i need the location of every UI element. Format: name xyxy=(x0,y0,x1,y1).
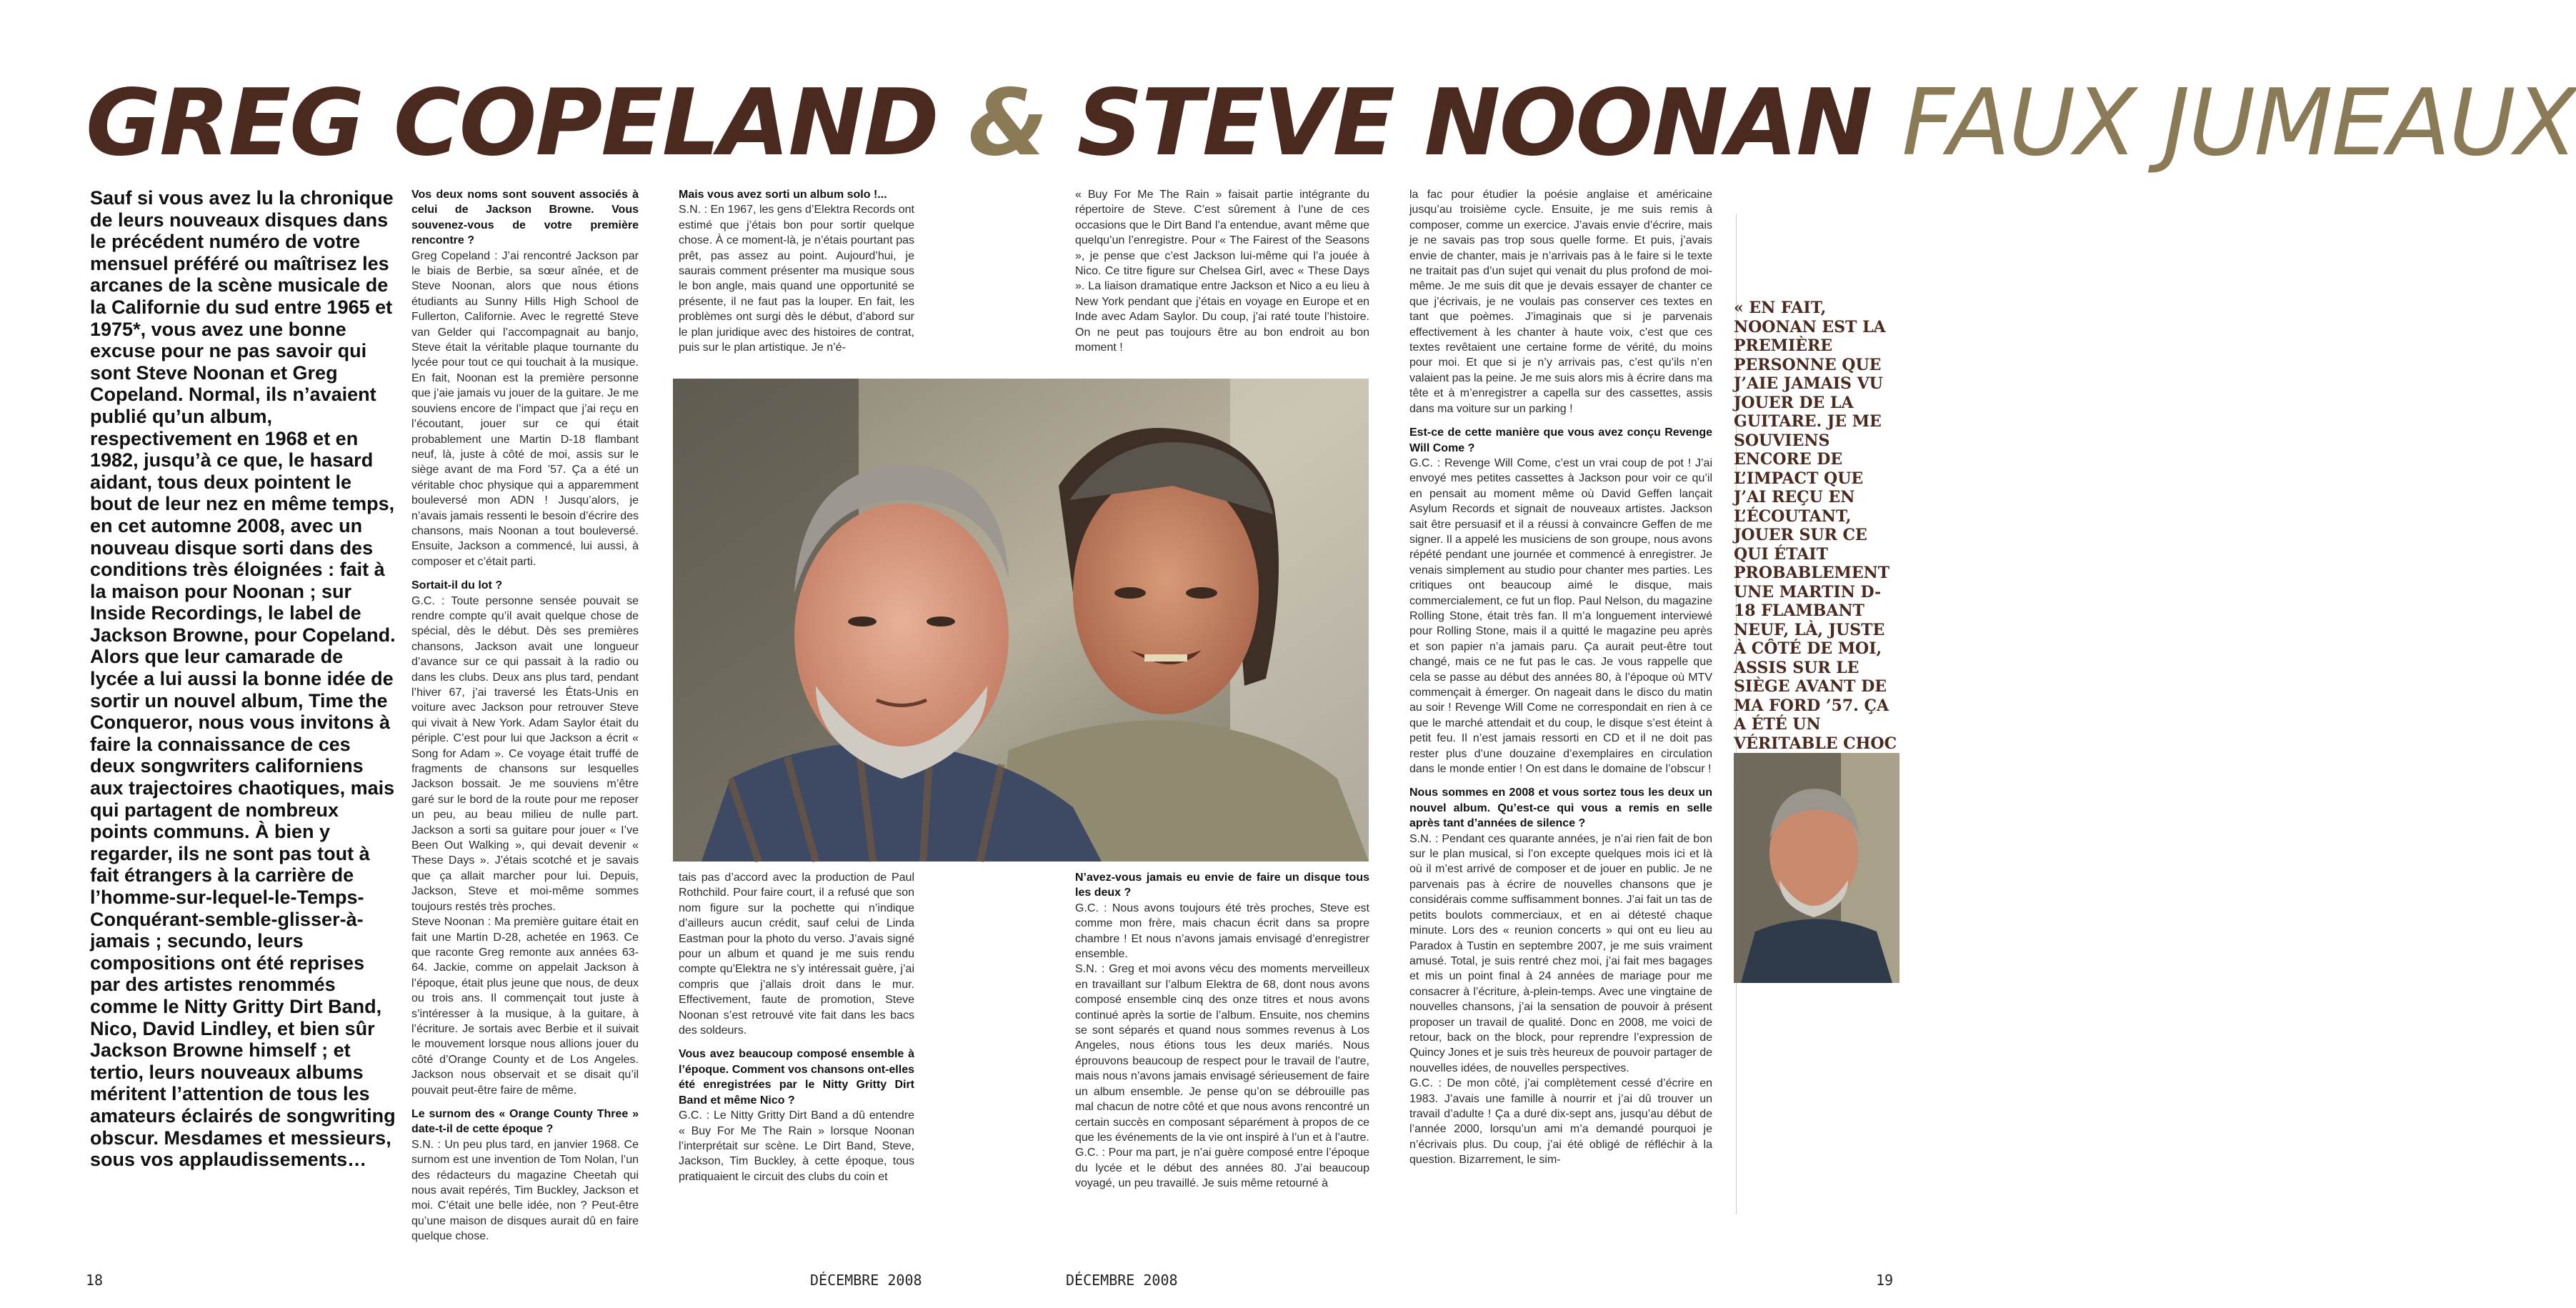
answer-paragraph: G.C. : Toute personne sensée pouvait se rendre compte qu’il avait quelque chose de spécial, dès le début. Dès ses premières chansons, Jackson avait une longueur d’avance sur ce qui passait à la radio ou dans les clubs. Deux ans plus tard, pendant l’hiver 67, j’ai traversé les États-Unis en voiture avec Jackson pour retrouver Steve qui vivait à New York. Adam Saylor était du périple. C’est pour lui que Jackson a écrit « Song for Adam ». Ce voyage était truffé de fragments de chansons sur lesquelles Jackson bossait. Je me souviens m’être garé sur le bord de la route pour me reposer un peu, au beau milieu de nulle part. Jackson a sorti sa guitare pour jouer « I’ve Been Out Walking », qui devait devenir « These Days ». J’étais scotché et je savais que ça allait marcher pour lui. Depuis, Jackson, Steve et moi-même sommes toujours restés très proches. xyxy=(411,594,639,913)
title-ampersand: & xyxy=(968,70,1047,176)
page-number-right: 19 xyxy=(1876,1272,1894,1289)
title-part-3: FAUX JUMEAUX xyxy=(1902,70,2576,176)
question-songs-recorded: Vous avez beaucoup composé ensemble à l’époque. Comment vos chansons ont-elles été enregistrées par le Nitty Gritty Dirt Band et même Nico ? xyxy=(679,1048,914,1107)
article-column-3-top xyxy=(1075,187,1369,366)
article-column-4 xyxy=(1409,187,1712,1216)
main-photo-copeland-noonan xyxy=(673,379,1369,862)
question-stand-out: Sortait-il du lot ? xyxy=(411,579,503,592)
page-number-left: 18 xyxy=(86,1272,104,1289)
answer-paragraph: la fac pour étudier la poésie anglaise et américaine jusqu’au troisième cycle. Ensuite, je me suis remis à composer, comme un exercice. J’avais envie d’écrire, mais je ne savais pas trop sous quelle forme. Et puis, j’avais envie de chanter, mais je n’arrivais pas à le faire si le texte ne traitait pas d’un sujet qui venait du plus profond de moi-même. Je me suis dit que je devais essayer de chanter ce que j’écrivais, je ne voulais pas conserver ces textes en tant que poèmes. J’imaginais que si je parvenais effectivement à les chanter à haute voix, c’est que ces textes revêtaient une certaine forme de vérité, du moins pour moi. Et que si je n’y arrivais pas, c’est qu’ils n’en valaient pas la peine. Je me suis alors mis à écrire dans ma tête et à m’enregistrer a capella sur des cassettes, assis dans ma voiture sur un parking ! xyxy=(1409,189,1712,415)
article-column-3-bottom xyxy=(1075,870,1369,1227)
intro-paragraph: Sauf si vous avez lu la chronique de leurs nouveaux disques dans le précédent numéro de votre mensuel préféré ou maîtrisez les arcanes de la scène musicale de la Californie du sud entre 1965 et 1975*, vous avez une bonne excuse pour ne pas savoir qui sont Steve Noonan et Greg Copeland. Normal, ils n’avaient publié qu’un album, respectivement en 1968 et en 1982, jusqu’à ce que, le hasard aidant, tous deux pointent le bout de leur nez en même temps, en cet automne 2008, avec un nouveau disque sorti dans des conditions très éloignées : fait à la maison pour Noonan ; sur Inside Recordings, le label de Jackson Browne, pour Copeland. Alors que leur camarade de lycée a lui aussi la bonne idée de sortir un nouvel album, Time the Conqueror, nous vous invitons à faire la connaissance de ces deux songwriters californiens aux trajectoires chaotiques, mais qui partagent de nombreux points communs. À bien y regarder, ils ne sont pas tout à fait étrangers à la carrière de l’homme-sur-lequel-le-Temps-Conquérant-semble-glisser-à-jamais ; secundo, leurs compositions ont été reprises par des artistes renommés comme le Nitty Gritty Dirt Band, Nico, David Lindley, et bien sûr Jackson Browne himself ; et tertio, leurs nouveaux albums méritent l’attention de tous les amateurs éclairés de songwriting obscur. Mesdames et messieurs, sous vos applaudissements… xyxy=(90,187,396,1171)
issue-date-right: DÉCEMBRE 2008 xyxy=(1066,1272,1178,1289)
article-column-2-top xyxy=(679,187,914,366)
title-part-2: STEVE NOONAN xyxy=(1077,70,1872,176)
question-solo-album: Mais vous avez sorti un album solo !... xyxy=(679,189,887,201)
answer-paragraph: S.N. : Pendant ces quarante années, je n’ai rien fait de bon sur le plan musical, si l’on excepte quelques mois ici et là où il m’est arrivé de composer et de jouer en public. Je ne parvenais pas à écrire de nouvelles chansons que je considérais comme suffisamment bonnes. J’ai fait un tas de petits boulots commerciaux, et en ai détesté chaque minute. Lors des « reunion concerts » qui ont eu lieu au Paradox à Tustin en septembre 2007, je me suis vraiment amusé. Total, je suis rentré chez moi, j’ai fait mes bagages et mis un point final à 24 années de mariage pour me consacrer à l’écriture, à-plein-temps. Avec une vingtaine de nouvelles chansons, j’ai la sensation de pouvoir à présent proposer un travail de qualité. Donc en 2008, me voici de retour, back on the block, pour reprendre l’expression de Quincy Jones et je suis très heureux de pouvoir partager de nouvelles idées, de nouvelles perspectives. xyxy=(1409,832,1712,1074)
answer-paragraph: Greg Copeland : J’ai rencontré Jackson par le biais de Berbie, sa sœur aînée, et de Steve Noonan, alors que nous étions étudiants au Sunny Hills High School de Fullerton, Californie. Avec le regretté Steve van Gelder qui l’accompagnait au banjo, Steve était la véritable plaque tournante du lycée pour tout ce qui touchait à la musique. En fait, Noonan est la première personne que j’aie jamais vu jouer de la guitare. Je me souviens encore de l’impact que j’ai reçu en l’écoutant, jouer sur ce qui était probablement une Martin D-18 flambant neuf, là, juste à côté de moi, assis sur le siège avant de ma Ford ’57. Ça a été un véritable choc physique qui a apparemment bouleversé mon ADN ! Jusqu’alors, je n’avais jamais ressenti le besoin d’écrire des chansons, mais Noonan a tout bouleversé. Ensuite, Jackson a commencé, lui aussi, à composer et c’était parti. xyxy=(411,249,639,568)
question-record-together: N’avez-vous jamais eu envie de faire un disque tous les deux ? xyxy=(1075,872,1369,899)
article-column-1 xyxy=(411,187,639,1243)
issue-date-left: DÉCEMBRE 2008 xyxy=(810,1272,922,1289)
answer-paragraph: G.C. : Le Nitty Gritty Dirt Band a dû entendre « Buy For Me The Rain » lorsque Noonan l’interprétait sur scène. Le Dirt Band, Steve, Jackson, Tim Buckley, à cette époque, tous pratiquaient le circuit des clubs du coin et xyxy=(679,1109,914,1183)
pull-quote-text: « EN FAIT, NOONAN EST LA PREMIÈRE PERSONNE QUE J’AIE JAMAIS VU JOUER DE LA GUITARE. JE ME SOUVIENS ENCORE DE L’IMPACT QUE J’AI REÇU EN L’ÉCOUTANT, JOUER SUR CE QUI ÉTAIT PROBABLEMENT UNE MARTIN D-18 FLAMBANT NEUF, LÀ, JUSTE À CÔTÉ DE MOI, ASSIS SUR LE SIÈGE AVANT DE MA FORD ’57. ÇA A ÉTÉ UN VÉRITABLE CHOC xyxy=(1734,299,1897,753)
answer-paragraph: « Buy For Me The Rain » faisait partie intégrante du répertoire de Steve. C’est sûrement à l’une de ces occasions que le Dirt Band l’a entendue, avant même que quelqu’un l’enregistre. Pour « The Fairest of the Seasons », je pense que c’est Jackson lui-même qui l’a jouée à Nico. Ce titre figure sur Chelsea Girl, avec « These Days ». La liaison dramatique entre Jackson et Nico a eu lieu à New York pendant que j’étais en voyage en Europe et en Inde avec Adam Saylor. Du coup, j’ai raté toute l’histoire. On ne peut pas toujours être au bon endroit au bon moment ! xyxy=(1075,189,1369,354)
question-revenge-will-come: Est-ce de cette manière que vous avez conçu Revenge Will Come ? xyxy=(1409,426,1712,454)
answer-paragraph: G.C. : Pour ma part, je n’ai guère composé entre l’époque du lycée et le début des années 80. J’ai beaucoup voyagé, un peu travaillé. Je suis même retourné à xyxy=(1075,1147,1369,1190)
pull-quote xyxy=(1734,299,1899,753)
answer-paragraph: G.C. : De mon côté, j’ai complètement cessé d’écrire en 1983. J’avais une famille à nourrir et j’ai dû trouver un travail d’adulte ! Ça a duré dix-sept ans, jusqu’au début de l’année 2000, lorsqu’un ami m’a demandé pourquoi je n’écrivais plus. Du coup, j’ai été obligé de réfléchir à la question. Bizarrement, le sim- xyxy=(1409,1077,1712,1167)
answer-paragraph: S.N. : En 1967, les gens d’Elektra Records ont estimé que j’étais bon pour sortir quelque chose. À ce moment-là, je n’étais pourtant pas prêt, pas assez au point. Aujourd’hui, je saurais comment présenter ma musique sous le bon angle, mais quand une opportunité se présente, il ne faut pas la louper. En fait, les problèmes ont surgi dès le début, d’abord sur le plan juridique avec des histoires de contrat, puis sur le plan artistique. Je n’é- xyxy=(679,204,914,354)
title-part-1: GREG COPELAND xyxy=(86,70,938,176)
portrait-photo-greg-copeland xyxy=(1734,753,1899,983)
question-new-album-2008: Nous sommes en 2008 et vous sortez tous les deux un nouvel album. Qu’est-ce qui vous a remis en selle après tant d’années de silence ? xyxy=(1409,787,1712,830)
answer-paragraph: Steve Noonan : Ma première guitare était en fait une Martin D-28, achetée en 1963. Ce que raconte Greg remonte aux années 63-64. Jackie, comme on appelait Jackson à l’époque, était plus jeune que nous, de deux ou trois ans. Il commençait tout juste à s’intéresser à la musique, à la guitare, à l’écriture. Je sortais avec Berbie et il suivait le mouvement lorsque nous allions jouer du côté d’Orange County et de Los Angeles. Jackson nous observait et se disait qu’il pouvait peut-être faire de même. xyxy=(411,916,639,1097)
answer-paragraph: tais pas d’accord avec la production de Paul Rothchild. Pour faire court, il a refusé que son nom figure sur la pochette qui n’indique d’ailleurs aucun crédit, sauf celui de Linda Eastman pour la photo du verso. J’avais signé pour un album et quand je me suis rendu compte qu’Elektra ne s’y intéressait guère, j’ai compris que j’allais droit dans le mur. Effectivement, faute de promotion, Steve Noonan s’est retrouvé vite fait dans les bacs des soldeurs. xyxy=(679,872,914,1037)
article-title xyxy=(86,63,2576,184)
answer-paragraph: G.C. : Revenge Will Come, c’est un vrai coup de pot ! J’ai envoyé mes petites cassettes à Jackson pour voir ce qu’il en pensait au moment même où David Geffen lançait Asylum Records et signait de nouveaux artistes. Jackson sait être persuasif et il a réussi à convaincre Geffen de me signer. Il a appelé les musiciens de son groupe, nous avons répété pendant une journée et commencé à enregistrer. Je venais simplement au studio pour chanter mes parties. Les critiques ont beaucoup aimé le disque, mais commercialement, ce fut un flop. Paul Nelson, du magazine Rolling Stone, était très fan. Il m’a longuement interviewé pour Rolling Stone, mais il a quitté le magazine peu après et son papier n’a jamais paru. Ça aurait peut-être tout changé, mais ce ne fut pas le cas. Je vous rappelle que cela se passe au début des années 80, à l’époque où MTV commençait à émerger. On nageait dans le disco du matin au soir ! Revenge Will Come ne correspondait en rien à ce que le marché attendait et du coup, le disque s’est éteint à petit feu. Il n’est jamais ressorti en CD et il ne doit pas rester plus d’une douzaine d’exemplaires en circulation dans le monde entier ! On est dans le domaine de l’obscur ! xyxy=(1409,456,1712,776)
article-column-2-bottom xyxy=(679,870,914,1227)
question-orange-county-three: Le surnom des « Orange County Three » date-t-il de cette époque ? xyxy=(411,1107,639,1136)
answer-paragraph: S.N. : Un peu plus tard, en janvier 1968. Ce surnom est une invention de Tom Nolan, l’un des rédacteurs du magazine Cheetah qui nous avait repérés, Tim Buckley, Jackson et moi. C’était une belle idée, non ? Peut-être qu’une maison de disques aurait dû en faire quelque chose. xyxy=(411,1138,639,1243)
answer-paragraph: G.C. : Nous avons toujours été très proches, Steve est comme mon frère, mais chacun écrit dans sa propre chambre ! Et nous n’avons jamais envisagé d’enregistrer ensemble. xyxy=(1075,902,1369,961)
question-first-meeting: Vos deux noms sont souvent associés à celui de Jackson Browne. Vous souvenez-vous de votre première rencontre ? xyxy=(411,189,639,247)
answer-paragraph: S.N. : Greg et moi avons vécu des moments merveilleux en travaillant sur l’album Elektra de 68, dont nous avons composé ensemble cinq des onze titres et nous avons continué après la sortie de l’album. Ensuite, nos chemins se sont séparés et quand nous sommes revenus à Los Angeles, nous étions tous les deux mariés. Nous éprouvons beaucoup de respect pour le travail de l’autre, mais nous n’avons jamais envisagé sérieusement de faire un album ensemble. Je pense qu’on se débrouille pas mal chacun de notre côté et que nous avons rencontré un certain succès en composant séparément à propos de ce que les événements de la vie ont inspiré à l’un et à l’autre. xyxy=(1075,963,1369,1144)
